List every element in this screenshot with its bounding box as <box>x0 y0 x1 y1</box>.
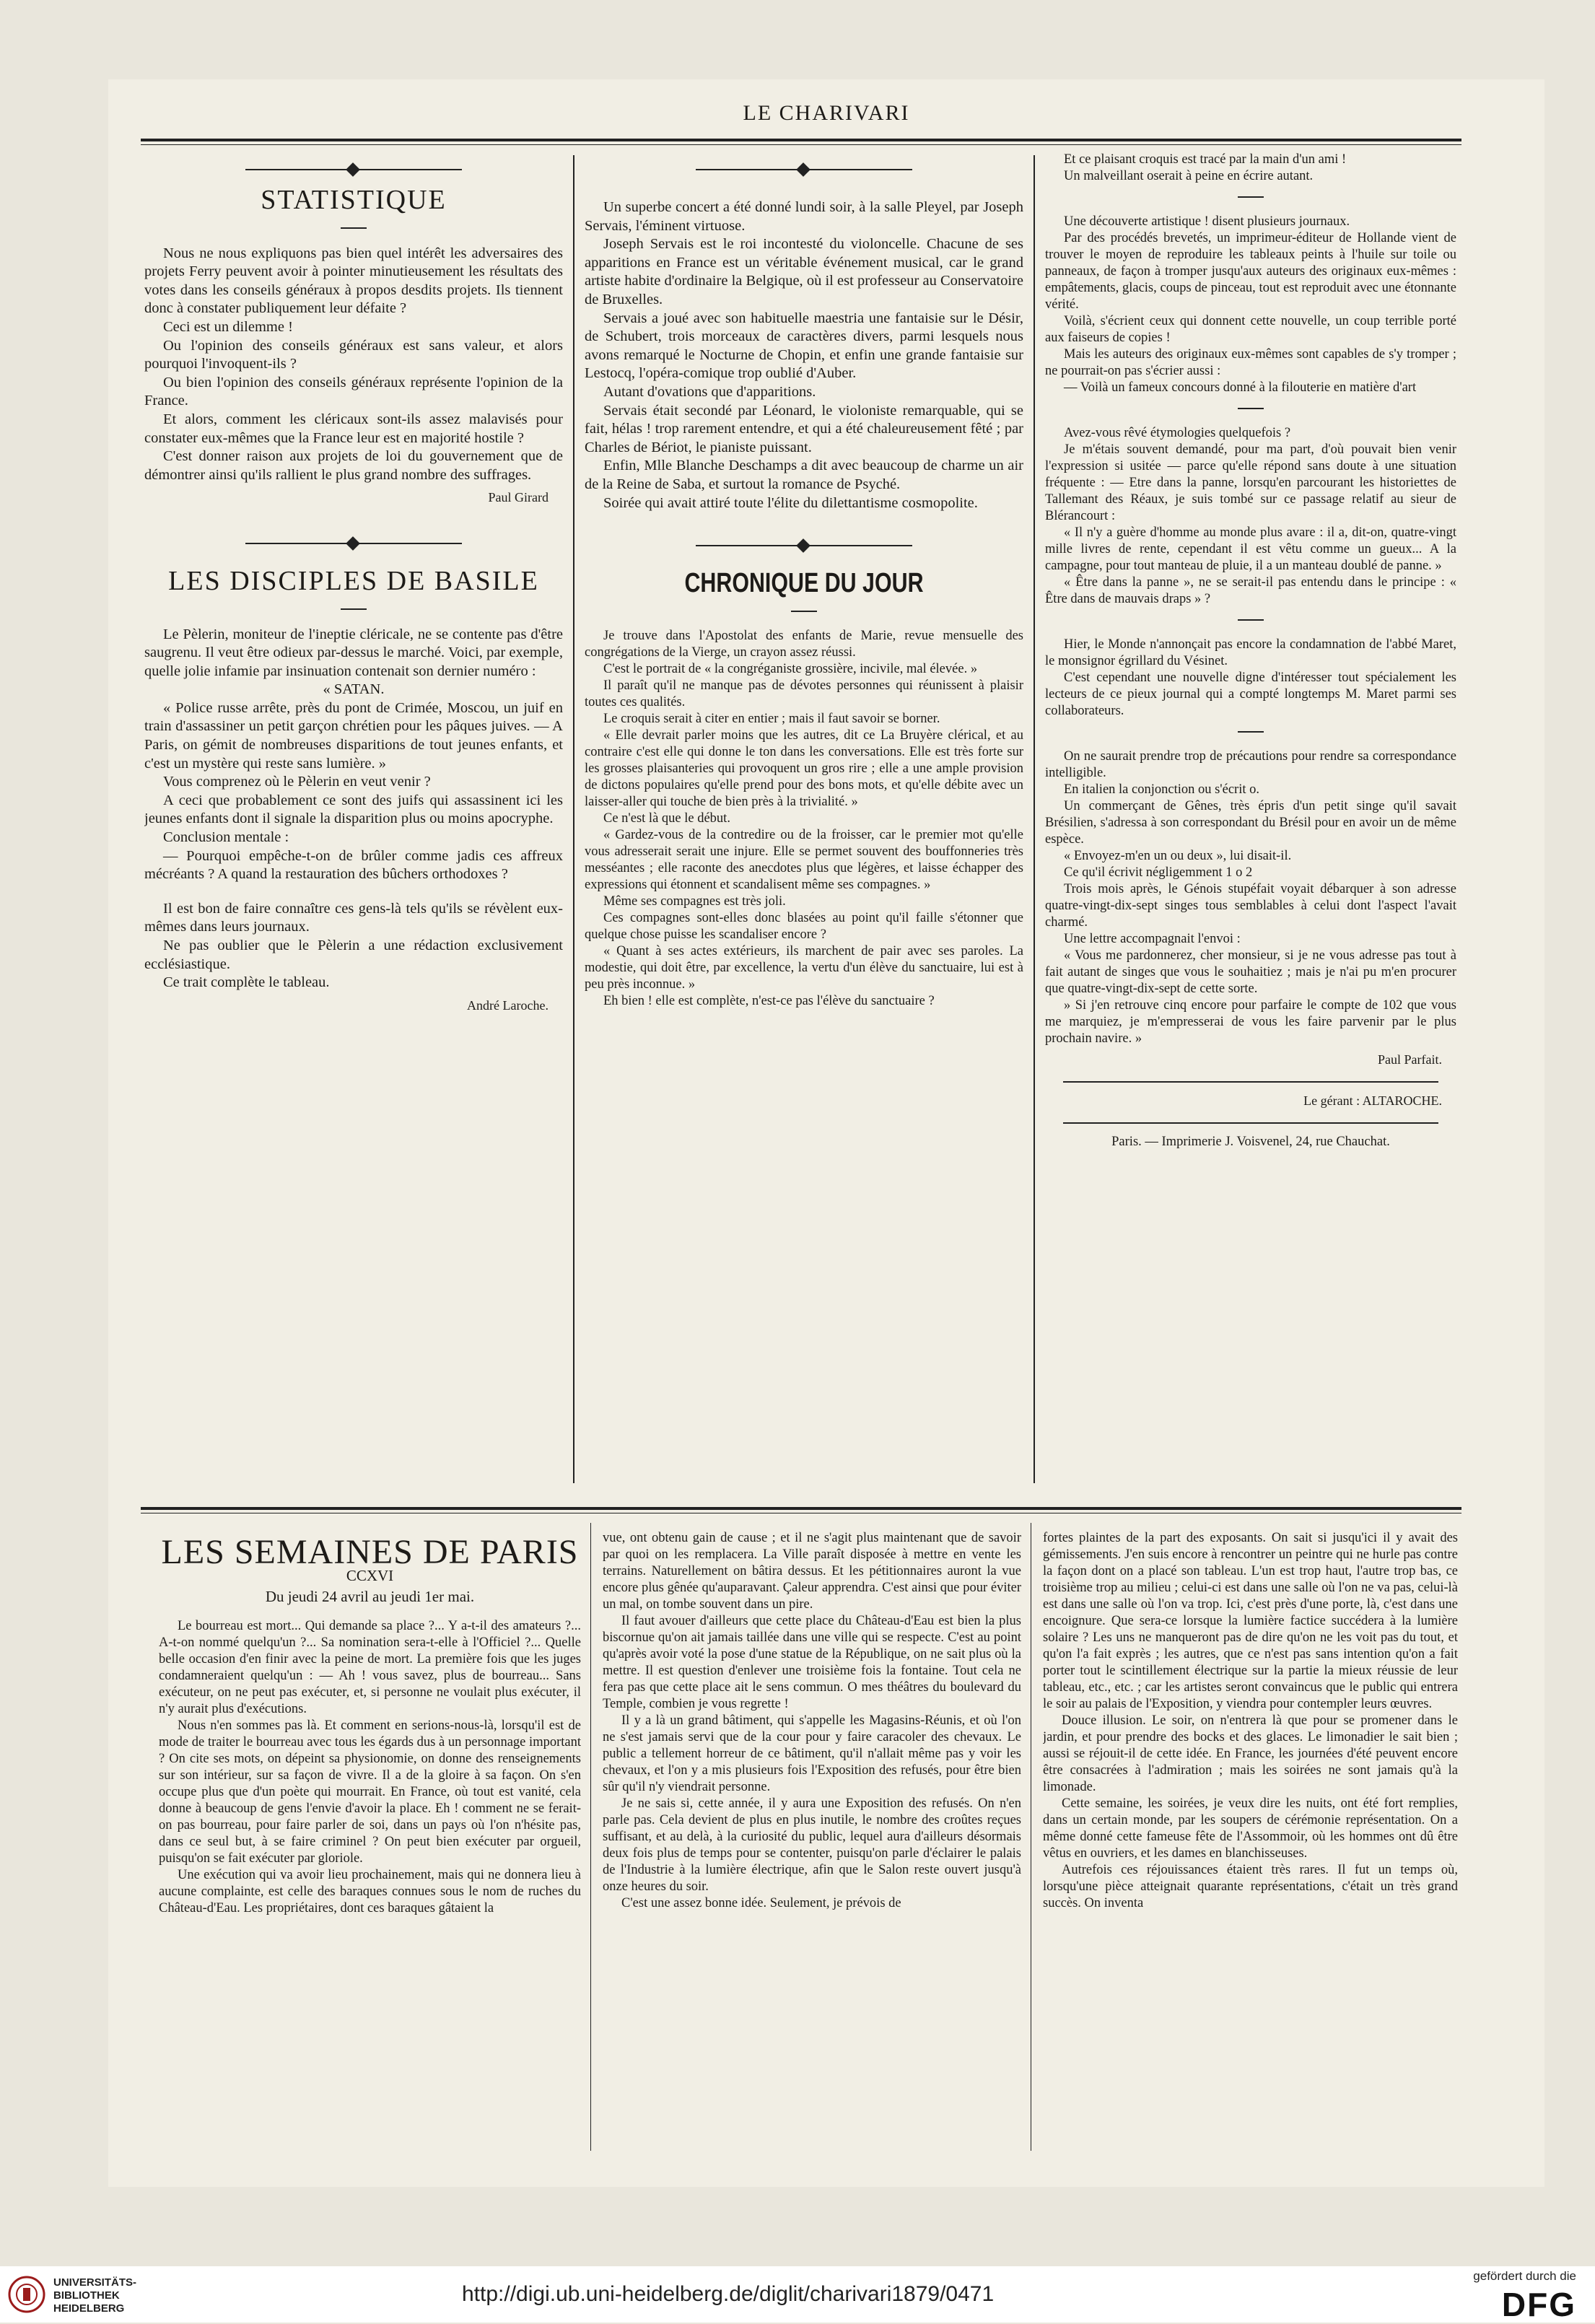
column-divider <box>573 155 574 1483</box>
column-1 <box>144 162 563 1490</box>
paragraph: Eh bien ! elle est complète, n'est-ce pas l'élève du sanctuaire ? <box>603 993 935 1008</box>
paragraph: Il est bon de faire connaître ces gens-là tels qu'ils se révèlent eux-mêmes dans leurs journaux. <box>144 900 563 935</box>
paragraph: Je m'étais souvent demandé, pour ma part, d'où pouvait bien venir l'expression si usitée — parce qu'elle répond sans doute à une situation fréquente : — Etre dans la panne, lorsqu'en parcourant les historiettes de Tallemant des Réaux, je suis tombé sur ce passage relatif au sieur de Blérancourt : <box>1045 442 1456 523</box>
paragraph: Il y a là un grand bâtiment, qui s'appelle les Magasins-Réunis, et où l'on ne s'est jamais servi que de la cour pour y faire caracoler des chevaux. Le public a tellement horreur de ce bâtiment, qu'il n'allait même pas y voir les chevaux, et l'on y a mis plusieurs fois l'Exposition des refusés, pour être bien sûr qu'il n'y viendrait personne. <box>603 1713 1021 1794</box>
paragraph: Il paraît qu'il ne manque pas de dévotes personnes qui réunissent à plaisir toutes ces qualités. <box>585 678 1023 709</box>
paragraph: vue, ont obtenu gain de cause ; et il ne s'agit plus maintenant que de savoir par quoi on les remplacera. La Ville paraît disposée à mettre en vente les terrains. Naturellement on bâtira dessus. Et les pétitionnaires auront la vue encore plus gênée qu'auparavant. Çaleur apprendra. C'est ainsi que pour éviter un mal, on tombe souvent dans un pire. <box>603 1531 1021 1612</box>
paragraph: « Vous me pardonnerez, cher monsieur, si je ne vous adresse pas tout à fait autant de singes que vous le souhaitiez ; mais je n'ai pu m'en procurer que quatre-vingt-dix-sept de cette sorte. <box>1045 948 1456 996</box>
paragraph: Je trouve dans l'Apostolat des enfants de Marie, revue mensuelle des congrégations de la Vierge, un crayon assez réussi. <box>585 628 1023 660</box>
paragraph: Le croquis serait à citer en entier ; mais il faut savoir se borner. <box>603 711 940 726</box>
paragraph: Je ne sais si, cette année, il y aura une Exposition des refusés. On n'en parle pas. Cela devient de plus en plus inutile, le nombre des croûtes reçues suffisant, et au delà, à la curiosité du public, lequel aura d'ailleurs désormais deux fois plus de temps pour se contenter, puisqu'on parle d'éclairer le palais de l'Industrie à la lumière électrique, afin que le Salon reste ouvert jusqu'à onze heures du soir. <box>603 1796 1021 1894</box>
paragraph: « Quant à ses actes extérieurs, ils marchent de pair avec ses paroles. La modestie, qui doit être, par excellence, la vertu d'un élève du sanctuaire, lui est à peu près inconnue. » <box>585 943 1023 992</box>
paragraph: Ou bien l'opinion des conseils généraux représente l'opinion de la France. <box>144 374 563 409</box>
paragraph: En italien la conjonction ou s'écrit o. <box>1064 782 1259 797</box>
paragraph: Joseph Servais est le roi incontesté du violoncelle. Chacune de ses apparitions en France est un véritable événement musical, car le grand artiste habite d'ordinaire la Belgique, où il est professeur au Conservatoire de Bruxelles. <box>585 236 1023 307</box>
paragraph: — Voilà un fameux concours donné à la filouterie en matière d'art <box>1064 380 1417 395</box>
paragraph: Nous ne nous expliquons pas bien quel intérêt les adversaires des projets Ferry peuvent avoir à pointer minutieusement les résultats des votes dans les conseils généraux à propos desdits projets. Ils tiennent donc à constater publiquement leur défaite ? <box>144 245 563 317</box>
ornament-divider <box>696 162 912 177</box>
paragraph: Hier, le Monde n'annonçait pas encore la condamnation de l'abbé Maret, le monsignor égrillard du Vésinet. <box>1045 637 1456 668</box>
feuilleton-number: CCXVI <box>346 1567 394 1584</box>
section-dash <box>1238 619 1264 621</box>
paragraph: Nous n'en sommes pas là. Et comment en serions-nous-là, lorsqu'il est de mode de traiter le bourreau avec tous les égards dus à un personnage important ? On cite ses mots, on dépeint sa physionomie, on donne des renseignements sur son intérieur, sur sa façon de vivre. Il a de la gloire à sa façon. On s'en occupe plus que d'un poète qui mourrait. En France, où tout est vanité, cela donne à beaucoup de gens l'envie d'avoir la place. Eh ! comment ne se ferait-on pas bourreau, pour faire parler de soi, dans un pays où l'on n'hésite pas, dans ce seul but, à se faire criminel ? On peut bien exécuter par orgueil, puisqu'on se fait exécuter par gloriole. <box>159 1718 581 1866</box>
section-dash <box>1238 731 1264 733</box>
title-dash <box>791 611 817 612</box>
ornament-divider <box>245 536 462 551</box>
paragraph: Et alors, comment les cléricaux sont-ils assez malavisés pour constater eux-mêmes que la France leur est en majorité hostile ? <box>144 411 563 446</box>
paragraph: Ce n'est là que le début. <box>603 811 730 826</box>
paragraph: C'est cependant une nouvelle digne d'intéresser tout spécialement les lecteurs de ce pieux journal qui a compté longtemps M. Maret parmi ses collaborateurs. <box>1045 670 1456 718</box>
paragraph: » Si j'en retrouve cinq encore pour parfaire le compte de 102 que vous me marquiez, je m'empresserai de vous les faire parvenir par le plus prochain navire. » <box>1045 998 1456 1046</box>
paragraph: — Pourquoi empêche-t-on de brûler comme jadis ces affreux mécréants ? A quand la restauration des bûchers orthodoxes ? <box>144 847 563 883</box>
signature: Paul Girard <box>488 490 549 505</box>
imprimerie-rule <box>1063 1122 1438 1124</box>
paragraph: Voilà, s'écrient ceux qui donnent cette nouvelle, un coup terrible porté aux faiseurs de copies ! <box>1045 314 1456 345</box>
paragraph: Et ce plaisant croquis est tracé par la main d'un ami ! <box>1064 152 1347 167</box>
column-2 <box>585 162 1023 1490</box>
paragraph: On ne saurait prendre trop de précautions pour rendre sa correspondance intelligible. <box>1045 749 1456 780</box>
paragraph: C'est une assez bonne idée. Seulement, je prévois de <box>621 1896 901 1910</box>
feuilleton-dates: Du jeudi 24 avril au jeudi 1er mai. <box>265 1588 475 1605</box>
paragraph: « Elle devrait parler moins que les autres, dit ce La Bruyère clérical, et au contraire c'est elle qui donne le ton dans les conversations. Elle est très forte sur les grosses plaisanteries qui provoquent un gros rire ; elle a une ample provision de dictons populaires qu'elle prend pour des bons mots, et qu'elle débite avec un laisser-aller qui touche de bien près à la trivialité. » <box>585 728 1023 809</box>
permalink-url[interactable]: http://digi.ub.uni-heidelberg.de/diglit/charivari1879/0471 <box>462 2282 995 2306</box>
ornament-divider <box>696 538 912 553</box>
paragraph: Ne pas oublier que le Pèlerin a une rédaction exclusivement ecclésiastique. <box>144 938 563 972</box>
paragraph: « Il n'y a guère d'homme au monde plus avare : il a, dit-on, quatre-vingt mille livres de rente, cependant il est vêtu comme un gueux... A la campagne, pour tout manteau de pluie, il a un manteau doublé de panne. » <box>1045 525 1456 573</box>
paragraph: Soirée qui avait attiré toute l'élite du dilettantisme cosmopolite. <box>603 494 978 511</box>
paragraph: Une lettre accompagnait l'envoi : <box>1064 932 1241 946</box>
masthead-rule <box>141 139 1461 141</box>
column-3 <box>1045 152 1456 1480</box>
signature: Paul Parfait. <box>1378 1052 1442 1067</box>
article-title: CHRONIQUE DU JOUR <box>684 568 924 599</box>
paragraph: Trois mois après, le Génois stupéfait voyait débarquer à son adresse quatre-vingt-dix-sept singes tous semblables à celui dont l'aspect l'avait charmé. <box>1045 882 1456 930</box>
dfg-logo[interactable]: DFG <box>1501 2286 1576 2323</box>
funded-by-label: gefördert durch die <box>1473 2269 1576 2283</box>
paragraph: Servais était secondé par Léonard, le violoniste remarquable, qui se fait, hélas ! trop rarement entendre, et qui a été chaleureusement fêté ; par Charles de Bériot, le pianiste puissant. <box>585 402 1023 455</box>
paragraph: « Envoyez-m'en un ou deux », lui disait-il. <box>1064 849 1292 863</box>
paragraph: Ceci est un dilemme ! <box>163 318 293 335</box>
paragraph: Autrefois ces réjouissances étaient très rares. Il fut un temps où, lorsqu'une pièce atteignait quarante représentations, c'était un très grand succès. On inventa <box>1043 1863 1458 1910</box>
paragraph: Le Pèlerin, moniteur de l'ineptie cléricale, ne se contente pas d'être saugrenu. Il veut être odieux par-dessus le marché. Voici, par exemple, quelle jolie infamie par insinuation contenait son dernier numéro : <box>144 626 563 679</box>
paragraph: « Être dans la panne », ne se serait-il pas entendu dans le principe : « Être dans de mauvais draps » ? <box>1045 575 1456 606</box>
paragraph: Ou l'opinion des conseils généraux est sans valeur, et alors pourquoi l'invoquent-ils ? <box>144 337 563 372</box>
imprimerie-line: Paris. — Imprimerie J. Voisvenel, 24, rue Chauchat. <box>1111 1135 1390 1149</box>
institution-line: UNIVERSITÄTS- <box>53 2276 137 2289</box>
ornament-divider <box>245 162 462 177</box>
column-divider <box>1034 155 1035 1483</box>
feuilleton-title: LES SEMAINES DE PARIS <box>161 1533 579 1571</box>
gerant-line: Le gérant : ALTAROCHE. <box>1303 1093 1442 1108</box>
signature: André Laroche. <box>467 997 549 1013</box>
paragraph: « Gardez-vous de la contredire ou de la froisser, car le premier mot qu'elle vous adresserait serait une injure. Elle se permet souvent des bouffonneries très messéantes ; elle raconte des anecdotes plus que légères, et laisse échapper des expressions qui étonnent et scandalisent même ses compagnes. » <box>585 827 1023 892</box>
article-title: LES DISCIPLES DE BASILE <box>168 565 539 596</box>
masthead: LE CHARIVARI <box>743 101 910 125</box>
feuilleton-column-1 <box>159 1526 581 2147</box>
article-title: STATISTIQUE <box>261 185 447 215</box>
section-rule <box>141 1507 1461 1510</box>
paragraph: Un commerçant de Gênes, très épris d'un petit singe qu'il savait Brésilien, s'adressa à son correspondant du Brésil pour en avoir un de même espèce. <box>1045 799 1456 847</box>
paragraph: Il faut avouer d'ailleurs que cette place du Château-d'Eau est bien la plus biscornue qu'on ait jamais taillée dans une ville qui se respecte. C'est au point qu'après avoir voté la pose d'une statue de la République, on ne sait plus où la mettre. Il est question d'enlever une troisième fois la fontaine. Tout cela ne fera pas que cette place ait le sens commun. O mes théâtres du boulevard du Temple, combien je vous regrette ! <box>603 1614 1021 1711</box>
paragraph: « SATAN. <box>323 681 385 698</box>
viewer-footer <box>0 2266 1595 2323</box>
paragraph: C'est le portrait de « la congréganiste grossière, incivile, mal élevée. » <box>603 661 978 676</box>
paragraph: Un malveillant oserait à peine en écrire autant. <box>1064 169 1314 183</box>
university-seal-icon <box>7 2275 46 2314</box>
paragraph: Mais les auteurs des originaux eux-mêmes sont capables de s'y tromper ; ne pourrait-on pas s'écrier aussi : <box>1045 347 1456 378</box>
paragraph: Avez-vous rêvé étymologies quelquefois ? <box>1064 426 1291 440</box>
gerant-rule <box>1063 1081 1438 1083</box>
column-divider <box>590 1523 591 2151</box>
title-dash <box>341 227 367 229</box>
section-dash <box>1238 196 1264 198</box>
paragraph: Vous comprenez où le Pèlerin en veut venir ? <box>163 774 431 790</box>
paragraph: Autant d'ovations que d'apparitions. <box>603 383 816 400</box>
feuilleton-column-2 <box>603 1530 1021 2151</box>
paragraph: Par des procédés brevetés, un imprimeur-éditeur de Hollande vient de trouver le moyen de reproduire les tableaux peints à l'huile sur toile ou panneaux, de façon à tromper jusqu'aux auteurs des originaux eux-mêmes : empâtements, glacis, coups de pinceau, tout est reproduit avec une étonnante vérité. <box>1045 231 1456 312</box>
paragraph: C'est donner raison aux projets de loi du gouvernement que de démontrer ainsi qu'ils rallient le plus grand nombre des suffrages. <box>144 448 563 483</box>
paragraph: Cette semaine, les soirées, je veux dire les nuits, ont été fort remplies, dans un certain monde, par les soupers de cérémonie représentation. On a même donné cette fameuse fête de l'Assommoir, où les hommes ont dû être vêtus en ouvriers, et les dames en blanchisseuses. <box>1043 1796 1458 1861</box>
institution-line: HEIDELBERG <box>53 2302 125 2315</box>
masthead-rule-thin <box>141 144 1461 145</box>
title-dash <box>341 608 367 610</box>
paragraph: Enfin, Mlle Blanche Deschamps a dit avec beaucoup de charme un air de la Reine de Saba, et surtout la romance de Psyché. <box>585 458 1023 492</box>
paragraph: Douce illusion. Le soir, on n'entrera là que pour se promener dans le jardin, et pour prendre des bocks et des glaces. Le limonadier le sait bien ; aussi se réjouit-il de cette idée. En France, les journées d'été peuvent encore être consacrées à l'admiration ; mais les soirées ne sont jamais qu'à la limonade. <box>1043 1713 1458 1794</box>
paragraph: A ceci que probablement ce sont des juifs qui assassinent ici les jeunes enfants dont il signale la disparition plus ou moins apocryphe. <box>144 792 563 827</box>
section-dash <box>1238 408 1264 409</box>
paragraph: Même ses compagnes est très joli. <box>603 894 786 909</box>
paragraph: Ce trait complète le tableau. <box>163 974 330 991</box>
paragraph: Ces compagnes sont-elles donc blasées au point qu'il faille s'étonner que quelque chose puisse les scandaliser encore ? <box>585 910 1023 942</box>
institution-line: BIBLIOTHEK <box>53 2289 120 2302</box>
paragraph: Conclusion mentale : <box>163 829 289 846</box>
paragraph: Ce qu'il écrivit négligemment 1 o 2 <box>1064 865 1253 880</box>
paragraph: Un superbe concert a été donné lundi soir, à la salle Pleyel, par Joseph Servais, l'éminent virtuose. <box>585 199 1023 234</box>
paragraph: Servais a joué avec son habituelle maestria une fantaisie sur le Désir, de Schubert, trois morceaux de caractères divers, parmi lesquels nous avons remarqué le Nocturne de Chopin, et enfin une grande fantaisie sur Lestocq, l'opéra-comique trop oublié d'Auber. <box>585 310 1023 382</box>
paragraph: fortes plaintes de la part des exposants. On sait si jusqu'ici il y avait des gémissements. J'en suis encore à rencontrer un peintre qui ne hurle pas contre la façon dont on a placé son tableau. L'un est trop haut, l'autre trop bas, ce troisième trop au milieu ; celui-ci est dans une salle où l'on ne va pas, celui-là est dans une salle où l'on va trop. Ici, c'est près d'une porte, là, c'est dans une encoignure. Que sera-ce lorsque la lumière factice succédera à la lumière solaire ? Les uns ne manqueront pas de dire qu'on ne les voit pas du tout, et qu'on l'a fait exprès ; les autres, que ce n'est pas sans intention qu'on a fait porter tout le scintillement électrique sur la partie la mieux réussie de leur tableau, etc., etc. ; car les artistes seront convaincus que le public qui entrera le soir au palais de l'Exposition, y viendra pour contempler leurs œuvres. <box>1043 1531 1458 1711</box>
paragraph: Une exécution qui va avoir lieu prochainement, mais qui ne donnera lieu à aucune complainte, est celle des baraques connues sous le nom de ruches du Château-d'Eau. Les propriétaires, dont ces baraques gâtaient la <box>159 1868 581 1915</box>
paragraph: « Police russe arrête, près du pont de Crimée, Moscou, un juif en train d'assassiner un petit garçon chrétien pour les pâques juives. — A Paris, on gémit de nombreuses disparitions de tout jeunes enfants, et c'est un mystère qui reste sans lumière. » <box>144 699 563 772</box>
paragraph: Le bourreau est mort... Qui demande sa place ?... Y a-t-il des amateurs ?... A-t-on nommé quelqu'un ?... Sa nomination sera-t-elle à l'Officiel ?... Quelle belle occasion d'en finir avec la peine de mort. La première fois que les juges condamneraient quelqu'un : — Ah ! vous savez, plus de bourreau... Sans exécuteur, on ne peut pas exécuter, et, si personne ne voulait plus exécuter, il n'y aurait plus d'exécutions. <box>159 1619 581 1716</box>
feuilleton-column-3 <box>1043 1530 1458 2151</box>
paragraph: Une découverte artistique ! disent plusieurs journaux. <box>1064 214 1350 229</box>
university-logo[interactable] <box>7 2275 209 2315</box>
